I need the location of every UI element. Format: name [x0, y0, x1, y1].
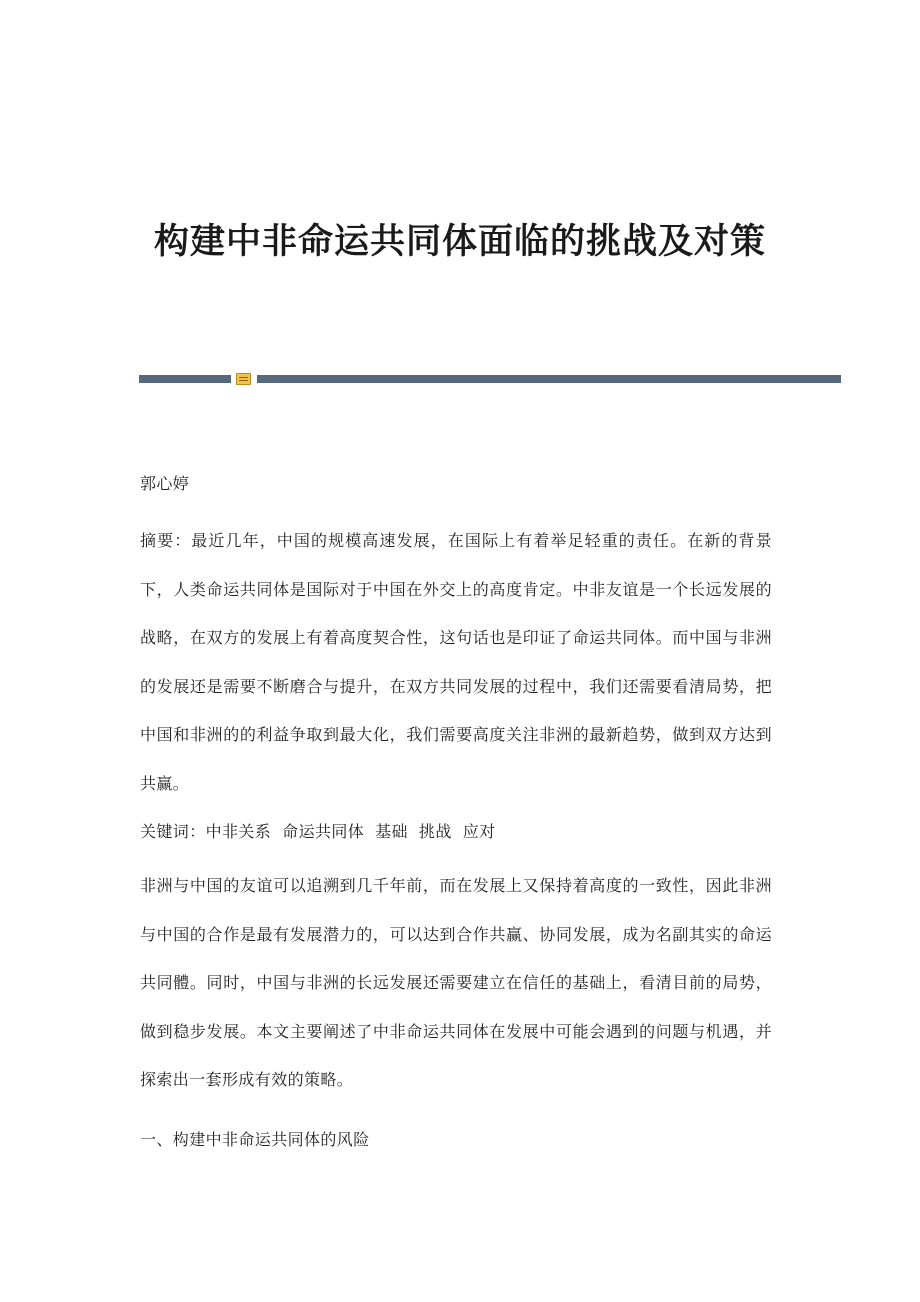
section-heading: 一、构建中非命运共同体的风险 — [140, 1130, 370, 1149]
title-rule-left — [139, 375, 231, 383]
intro-paragraph: 非洲与中国的友谊可以追溯到几千年前，而在发展上又保持着高度的一致性，因此非洲与中国的合作是最有发展潜力的，可以达到合作共赢、协同发展，成为名副其实的命运共同體。同时，中国与非洲的长远发展还需要建立在信任的基础上，看清目前的局势，做到稳步发展。本文主要阐述了中非命运共同体在发展中可能会遇到的问题与机遇，并探索出一套形成有效的策略。 — [140, 876, 772, 1090]
title-rule-right — [257, 375, 841, 383]
abstract-paragraph: 摘要：最近几年，中国的规模高速发展，在国际上有着举足轻重的责任。在新的背景下，人类命运共同体是国际对于中国在外交上的高度肯定。中非友谊是一个长远发展的战略，在双方的发展上有着高度契合性，这句话也是印证了命运共同体。而中国与非洲的发展还是需要不断磨合与提升，在双方共同发展的过程中，我们还需要看清局势，把中国和非洲的的利益争取到最大化，我们需要高度关注非洲的最新趋势，做到双方达到共赢。 — [140, 531, 772, 793]
author-name: 郭心婷 — [140, 474, 190, 493]
rule-ornament-icon — [236, 373, 251, 385]
document-title: 构建中非命运共同体面临的挑战及对策 — [153, 221, 766, 262]
keywords-line: 关键词：中非关系 命运共同体 基础 挑战 应对 — [140, 822, 496, 841]
